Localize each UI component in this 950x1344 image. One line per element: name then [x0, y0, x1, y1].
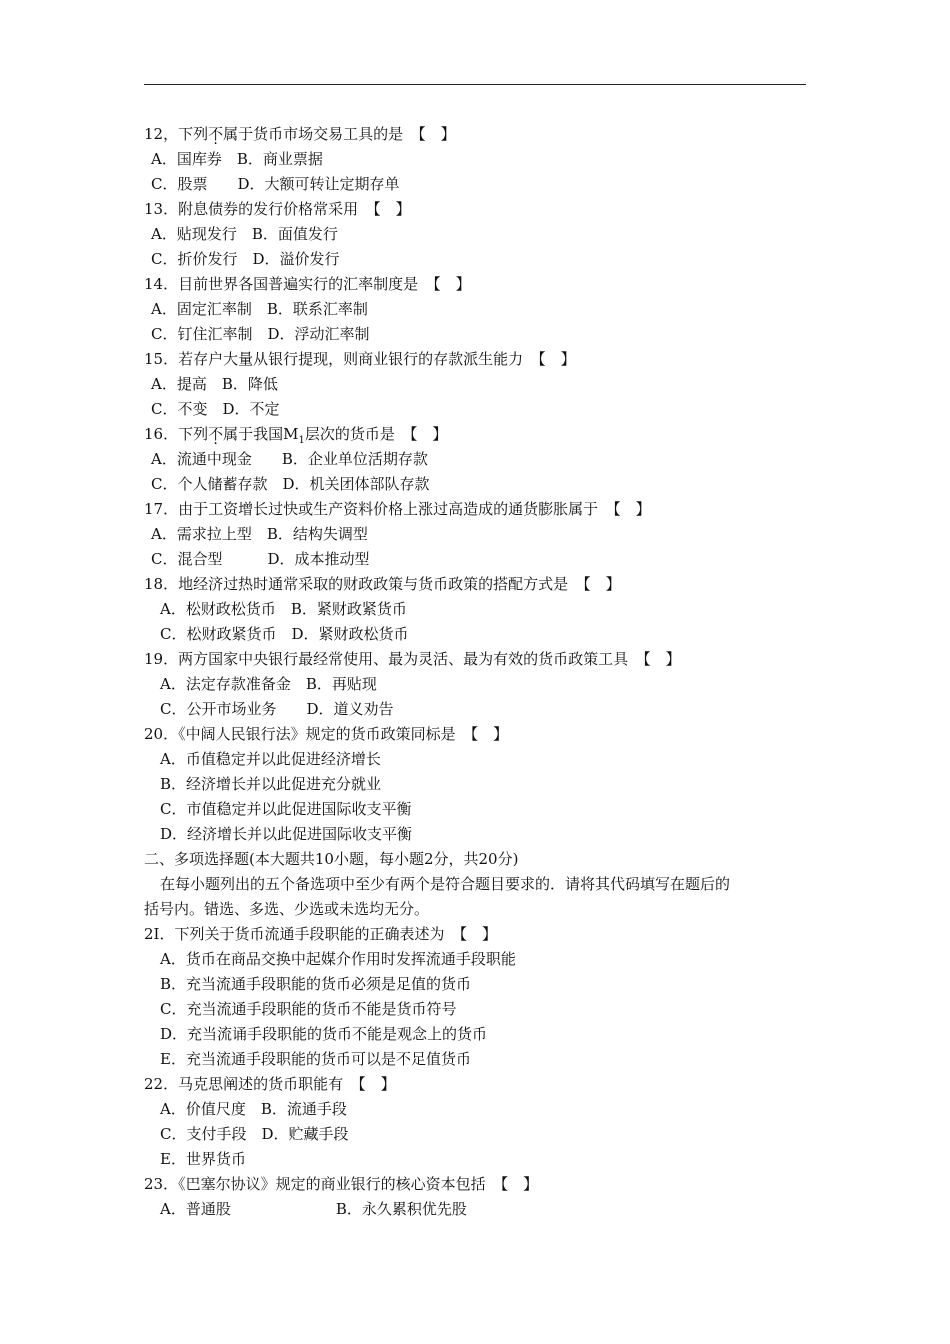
- question-15: 15．若存户大量从银行提现，则商业银行的存款派生能力 【 】: [144, 350, 576, 368]
- option-line: A．松财政松货币 B．紧财政紧货币: [160, 600, 407, 618]
- option-line: A．普通股 B．永久累积优先股: [160, 1200, 467, 1218]
- question-17: 17．由于工资增长过快或生产资料价格上涨过高造成的通货膨胀属于 【 】: [144, 500, 651, 518]
- question-14: 14．目前世界各国普遍实行的汇率制度是 【 】: [144, 275, 471, 293]
- option-line: C．个人储蓄存款 D．机关团体部队存款: [151, 475, 430, 493]
- emphasis-mark: 不: [208, 125, 224, 143]
- option-line: A．法定存款准备金 B．再贴现: [160, 675, 377, 693]
- option-line: A．流通中现金 B．企业单位活期存款: [151, 450, 428, 468]
- question-16: 16．下列不属于我国$M_1$层次的货币是 【 】: [144, 425, 448, 446]
- option-line: C．钉住汇率制 D．浮动汇率制: [151, 325, 370, 343]
- section-heading: 二、多项选择题(本大题共10小题，每小题2分，共20分): [144, 850, 519, 868]
- instruction-line: 括号内。错选、多选、少选或未选均无分。: [144, 900, 430, 918]
- option-line: C．公开市场业务 D．道义劝告: [160, 700, 394, 718]
- question-12: 12，下列不属于货币市场交易工具的是 【 】: [144, 125, 456, 143]
- option-line: A．固定汇率制 B．联系汇率制: [151, 300, 368, 318]
- option-line: C．折价发行 D．溢价发行: [151, 250, 340, 268]
- option-line: C．充当流通手段职能的货币不能是货币符号: [160, 1000, 457, 1018]
- option-line: C．股票 D．大额可转让定期存单: [151, 175, 400, 193]
- option-line: E．充当流通手段职能的货币可以是不足值货币: [160, 1050, 471, 1068]
- option-line: A．贴现发行 B．面值发行: [151, 225, 338, 243]
- option-line: E．世界货币: [160, 1150, 246, 1168]
- question-19: 19．两方国家中央银行最经常使用、最为灵活、最为有效的货币政策工具 【 】: [144, 650, 681, 668]
- option-line: D．充当流诵手段职能的货币不能是观念上的货币: [160, 1025, 488, 1043]
- option-line: A．提高 B．降低: [151, 375, 278, 393]
- question-13: 13．附息债券的发行价格常采用 【 】: [144, 200, 411, 218]
- option-line: C．支付手段 D．贮藏手段: [160, 1125, 349, 1143]
- option-line: C．松财政紧货币 D．紧财政松货币: [160, 625, 409, 643]
- option-line: B．充当流通手段职能的货币必须是足值的货币: [160, 975, 472, 993]
- header-rule: [144, 84, 806, 85]
- option-line: B．经济增长并以此促进充分就业: [160, 775, 382, 793]
- option-line: C．不变 D．不定: [151, 400, 280, 418]
- instruction-line: 在每小题列出的五个备选项中至少有两个是符合题目要求的．请将其代码填写在题后的: [160, 875, 731, 893]
- question-20: 20．《中阔人民银行法》规定的货币政策同标是 【 】: [144, 725, 509, 743]
- option-line: A．货币在商品交换中起媒介作用时发挥流通手段职能: [160, 950, 516, 968]
- option-line: A．国库券 B．商业票据: [151, 150, 323, 168]
- question-21: 2I．下列关于货币流通手段职能的正确表述为 【 】: [144, 925, 497, 943]
- option-line: A．需求拉上型 B．结构失调型: [151, 525, 368, 543]
- option-line: C．混合型 D．成本推动型: [151, 550, 370, 568]
- question-23: 23．《巴塞尔协议》规定的商业银行的核心资本包括 【 】: [144, 1175, 539, 1193]
- question-18: 18．地经济过热时通常采取的财政政策与货币政策的搭配方式是 【 】: [144, 575, 621, 593]
- emphasis-mark: 不: [208, 425, 224, 443]
- option-line: D．经济增长并以此促进国际收支平衡: [160, 825, 413, 843]
- question-22: 22．马克思阐述的货币职能有 【 】: [144, 1075, 396, 1093]
- option-line: C．市值稳定并以此促进国际收支平衡: [160, 800, 412, 818]
- option-line: A．币值稳定并以此促进经济增长: [160, 750, 381, 768]
- option-line: A．价值尺度 B．流通手段: [160, 1100, 347, 1118]
